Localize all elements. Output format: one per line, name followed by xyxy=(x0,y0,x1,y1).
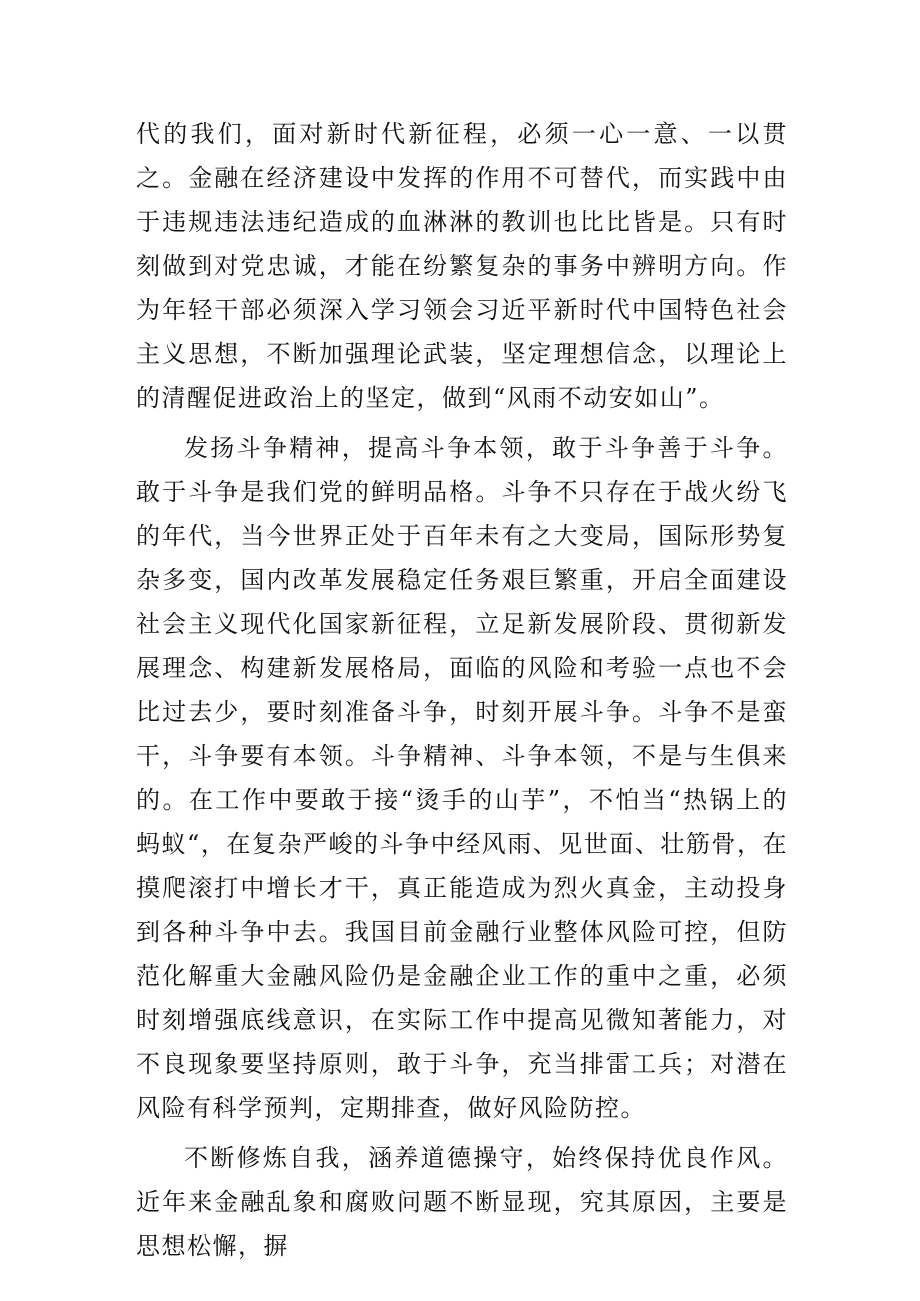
paragraph-3: 不断修炼自我，涵养道德操守，始终保持优良作风。近年来金融乱象和腐败问题不断显现，究其原因，主要是思想松懈，摒 xyxy=(136,1144,788,1260)
paragraph-2: 发扬斗争精神，提高斗争本领，敢于斗争善于斗争。敢于斗争是我们党的鲜明品格。斗争不只存在于战火纷飞的年代，当今世界正处于百年未有之大变局，国际形势复杂多变，国内改革发展稳定任务艰巨繁重，开启全面建设社会主义现代化国家新征程，立足新发展阶段、贯彻新发展理念、构建新发展格局，面临的风险和考验一点也不会比过去少，要时刻准备斗争，时刻开展斗争。斗争不是蛮干，斗争要有本领。斗争精神、斗争本领，不是与生俱来的。在工作中要敢于接“烫手的山芋”，不怕当“热锅上的蚂蚁“，在复杂严峻的斗争中经风雨、见世面、壮筋骨，在摸爬滚打中增长才干，真正能造成为烈火真金，主动投身到各种斗争中去。我国目前金融行业整体风险可控，但防范化解重大金融风险仍是金融企业工作的重中之重，必须时刻增强底线意识，在实际工作中提高见微知著能力，对不良现象要坚持原则，敢于斗争，充当排雷工兵；对潜在风险有科学预判，定期排查，做好风险防控。 xyxy=(136,434,788,1122)
document-body xyxy=(136,112,788,1268)
paragraph-1: 代的我们，面对新时代新征程，必须一心一意、一以贯之。金融在经济建设中发挥的作用不可替代，而实践中由于违规违法违纪造成的血淋淋的教训也比比皆是。只有时刻做到对党忠诚，才能在纷繁复杂的事务中辨明方向。作为年轻干部必须深入学习领会习近平新时代中国特色社会主义思想，不断加强理论武装，坚定理想信念，以理论上的清醒促进政治上的坚定，做到“风雨不动安如山”。 xyxy=(136,120,788,412)
